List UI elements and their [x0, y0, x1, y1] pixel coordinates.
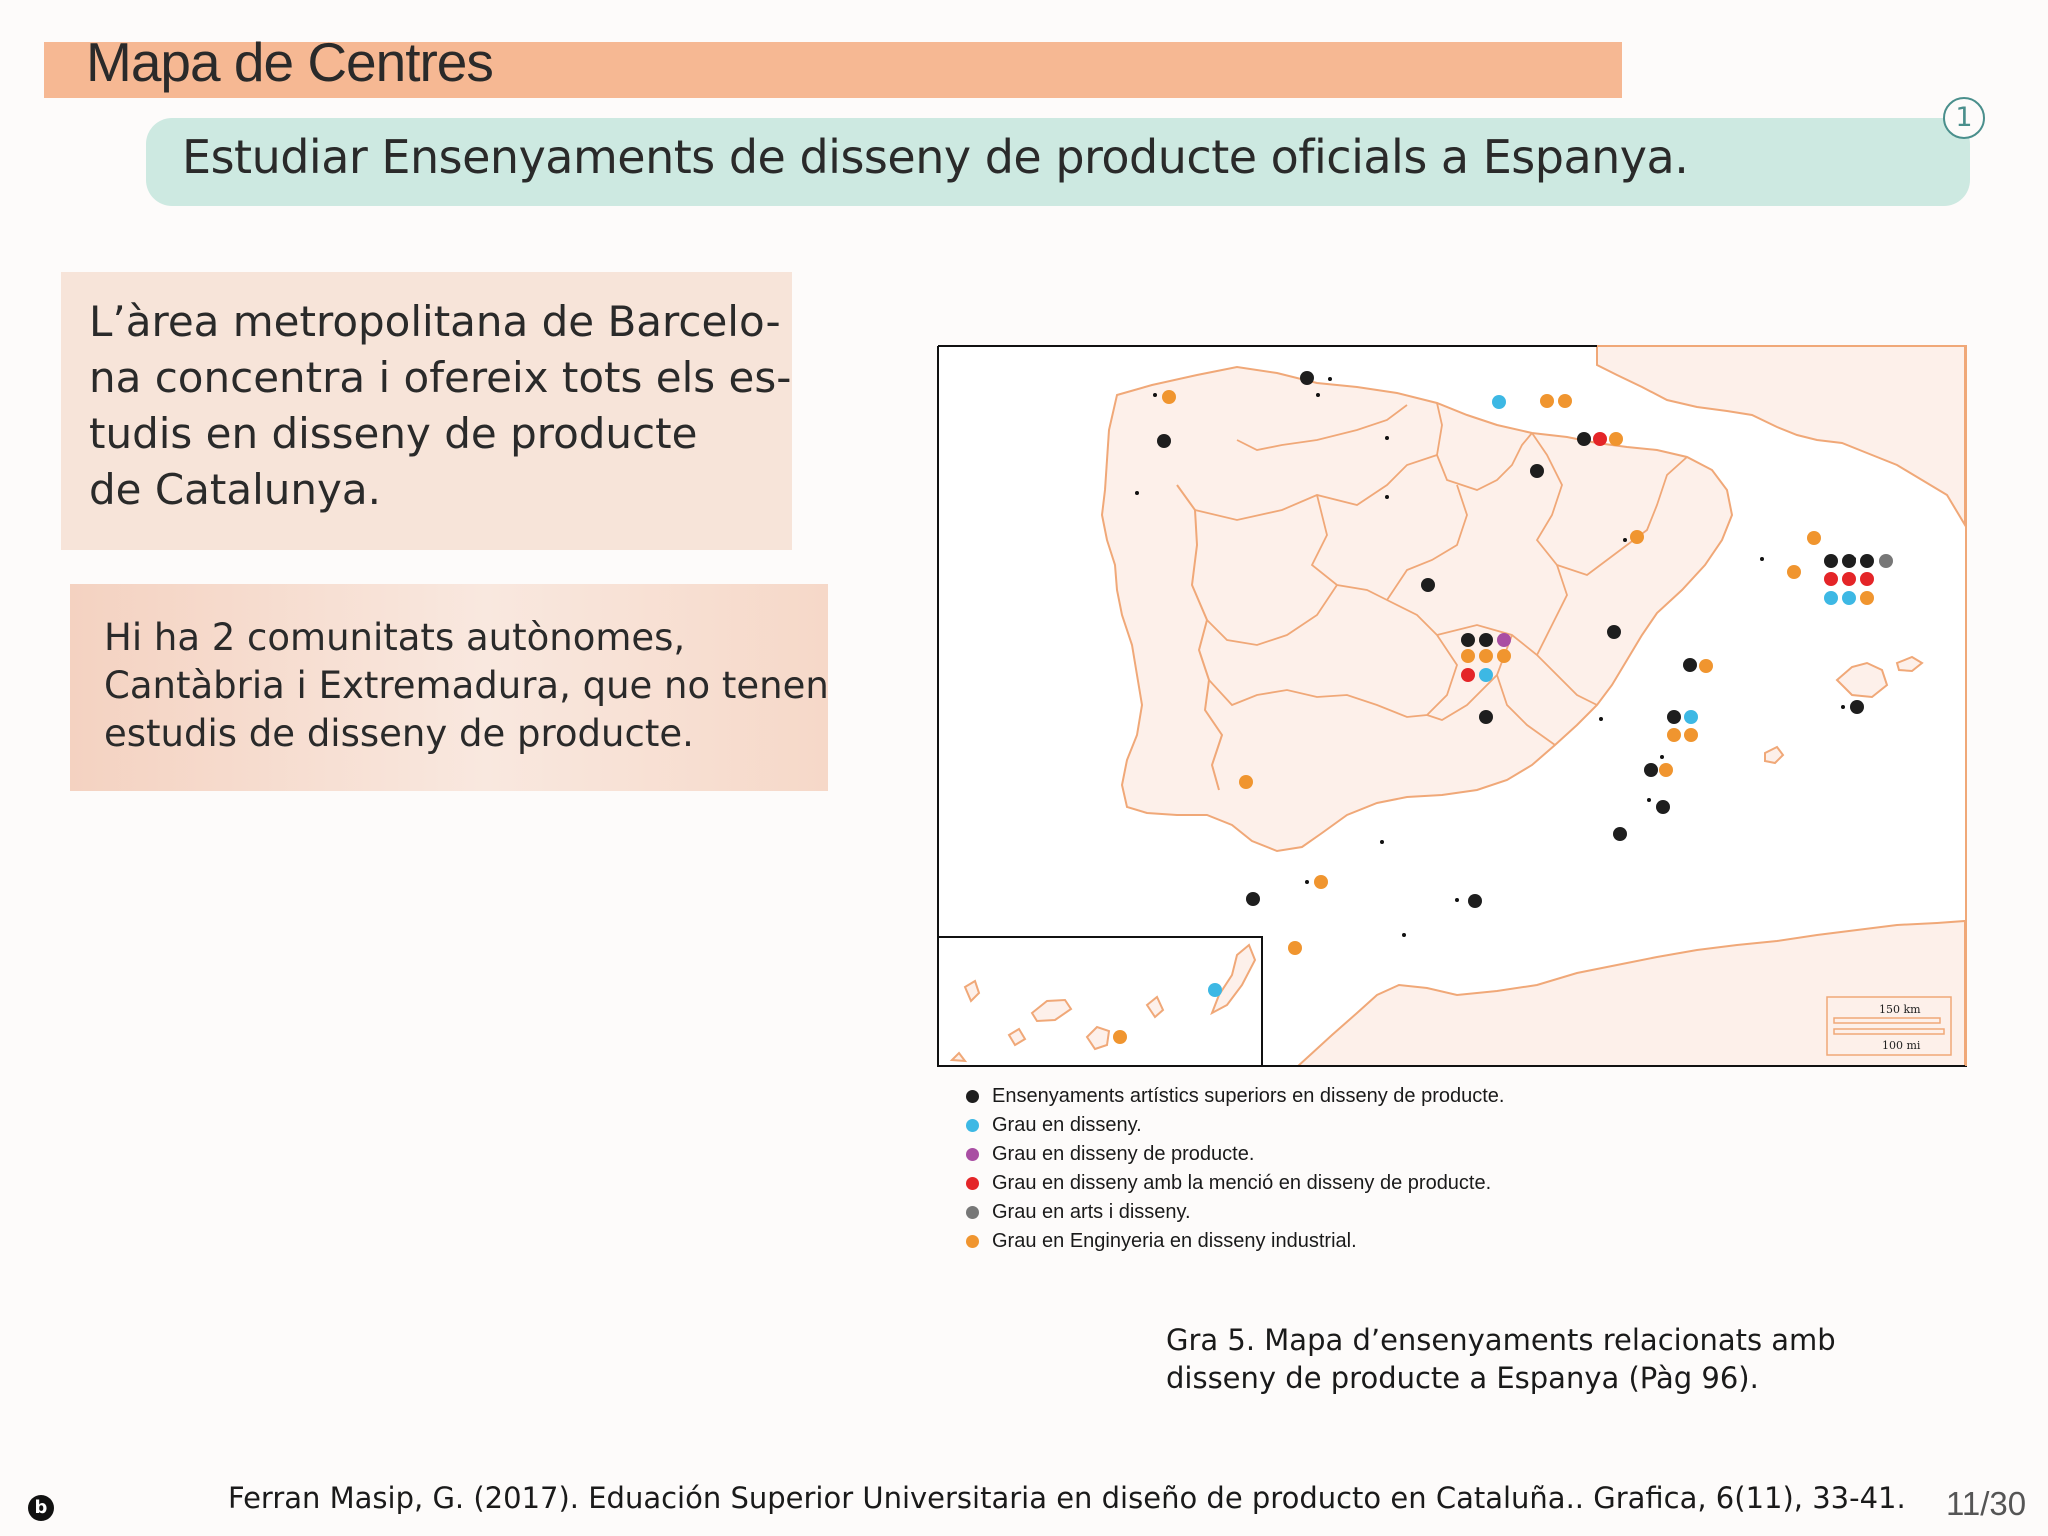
page-title: Mapa de Centres — [86, 31, 493, 93]
legend-dot — [966, 1235, 979, 1248]
step-number-badge: 1 — [1943, 97, 1985, 139]
legend-item — [966, 1227, 1504, 1256]
page-subtitle: Estudiar Ensenyaments de disseny de producte oficials a Espanya. — [182, 130, 1689, 184]
communities-note-line: estudis de disseny de producte. — [104, 712, 694, 755]
page-number: 11/30 — [1946, 1485, 2027, 1522]
figure-caption-line: disseny de producte a Espanya (Pàg 96). — [1166, 1361, 1759, 1395]
legend-label: Grau en Enginyeria en disseny industrial. — [992, 1230, 1357, 1252]
legend-dot — [966, 1119, 979, 1132]
barcelona-note-line: de Catalunya. — [89, 465, 381, 514]
brand-logo: b — [28, 1495, 54, 1521]
spain-map — [937, 345, 1967, 1067]
barcelona-note-line: tudis en disseny de producte — [89, 409, 698, 458]
citation: Ferran Masip, G. (2017). Eduación Superior Universitaria en diseño de producto en Cataluña.. Grafica, 6(11), 33-41. — [228, 1481, 1906, 1515]
legend-dot — [966, 1206, 979, 1219]
barcelona-note-box — [61, 272, 792, 550]
scale-bar — [1827, 997, 1951, 1055]
map-legend — [966, 1082, 1504, 1256]
legend-label: Grau en disseny. — [992, 1114, 1142, 1136]
legend-item — [966, 1111, 1504, 1140]
legend-item — [966, 1198, 1504, 1227]
legend-label: Grau en disseny amb la menció en disseny de producte. — [992, 1172, 1492, 1194]
communities-note-line: Hi ha 2 comunitats autònomes, — [104, 616, 686, 659]
legend-dot — [966, 1177, 979, 1190]
scale-mi-label: 100 mi — [1882, 1039, 1921, 1052]
legend-label: Grau en disseny de producte. — [992, 1143, 1255, 1165]
scale-km-label: 150 km — [1879, 1003, 1921, 1016]
communities-note-line: Cantàbria i Extremadura, que no tenen — [104, 664, 829, 707]
legend-dot — [966, 1090, 979, 1103]
figure-caption — [1166, 1321, 1836, 1397]
figure-caption-line: Gra 5. Mapa d’ensenyaments relacionats amb — [1166, 1323, 1836, 1357]
legend-item — [966, 1169, 1504, 1198]
barcelona-note-line: L’àrea metropolitana de Barcelo- — [89, 297, 781, 346]
legend-item — [966, 1082, 1504, 1111]
barcelona-note-line: na concentra i ofereix tots els es- — [89, 353, 792, 402]
legend-item — [966, 1140, 1504, 1169]
legend-label: Ensenyaments artístics superiors en disseny de producte. — [992, 1085, 1505, 1107]
legend-label: Grau en arts i disseny. — [992, 1201, 1191, 1223]
legend-dot — [966, 1148, 979, 1161]
communities-note-box — [70, 584, 828, 791]
